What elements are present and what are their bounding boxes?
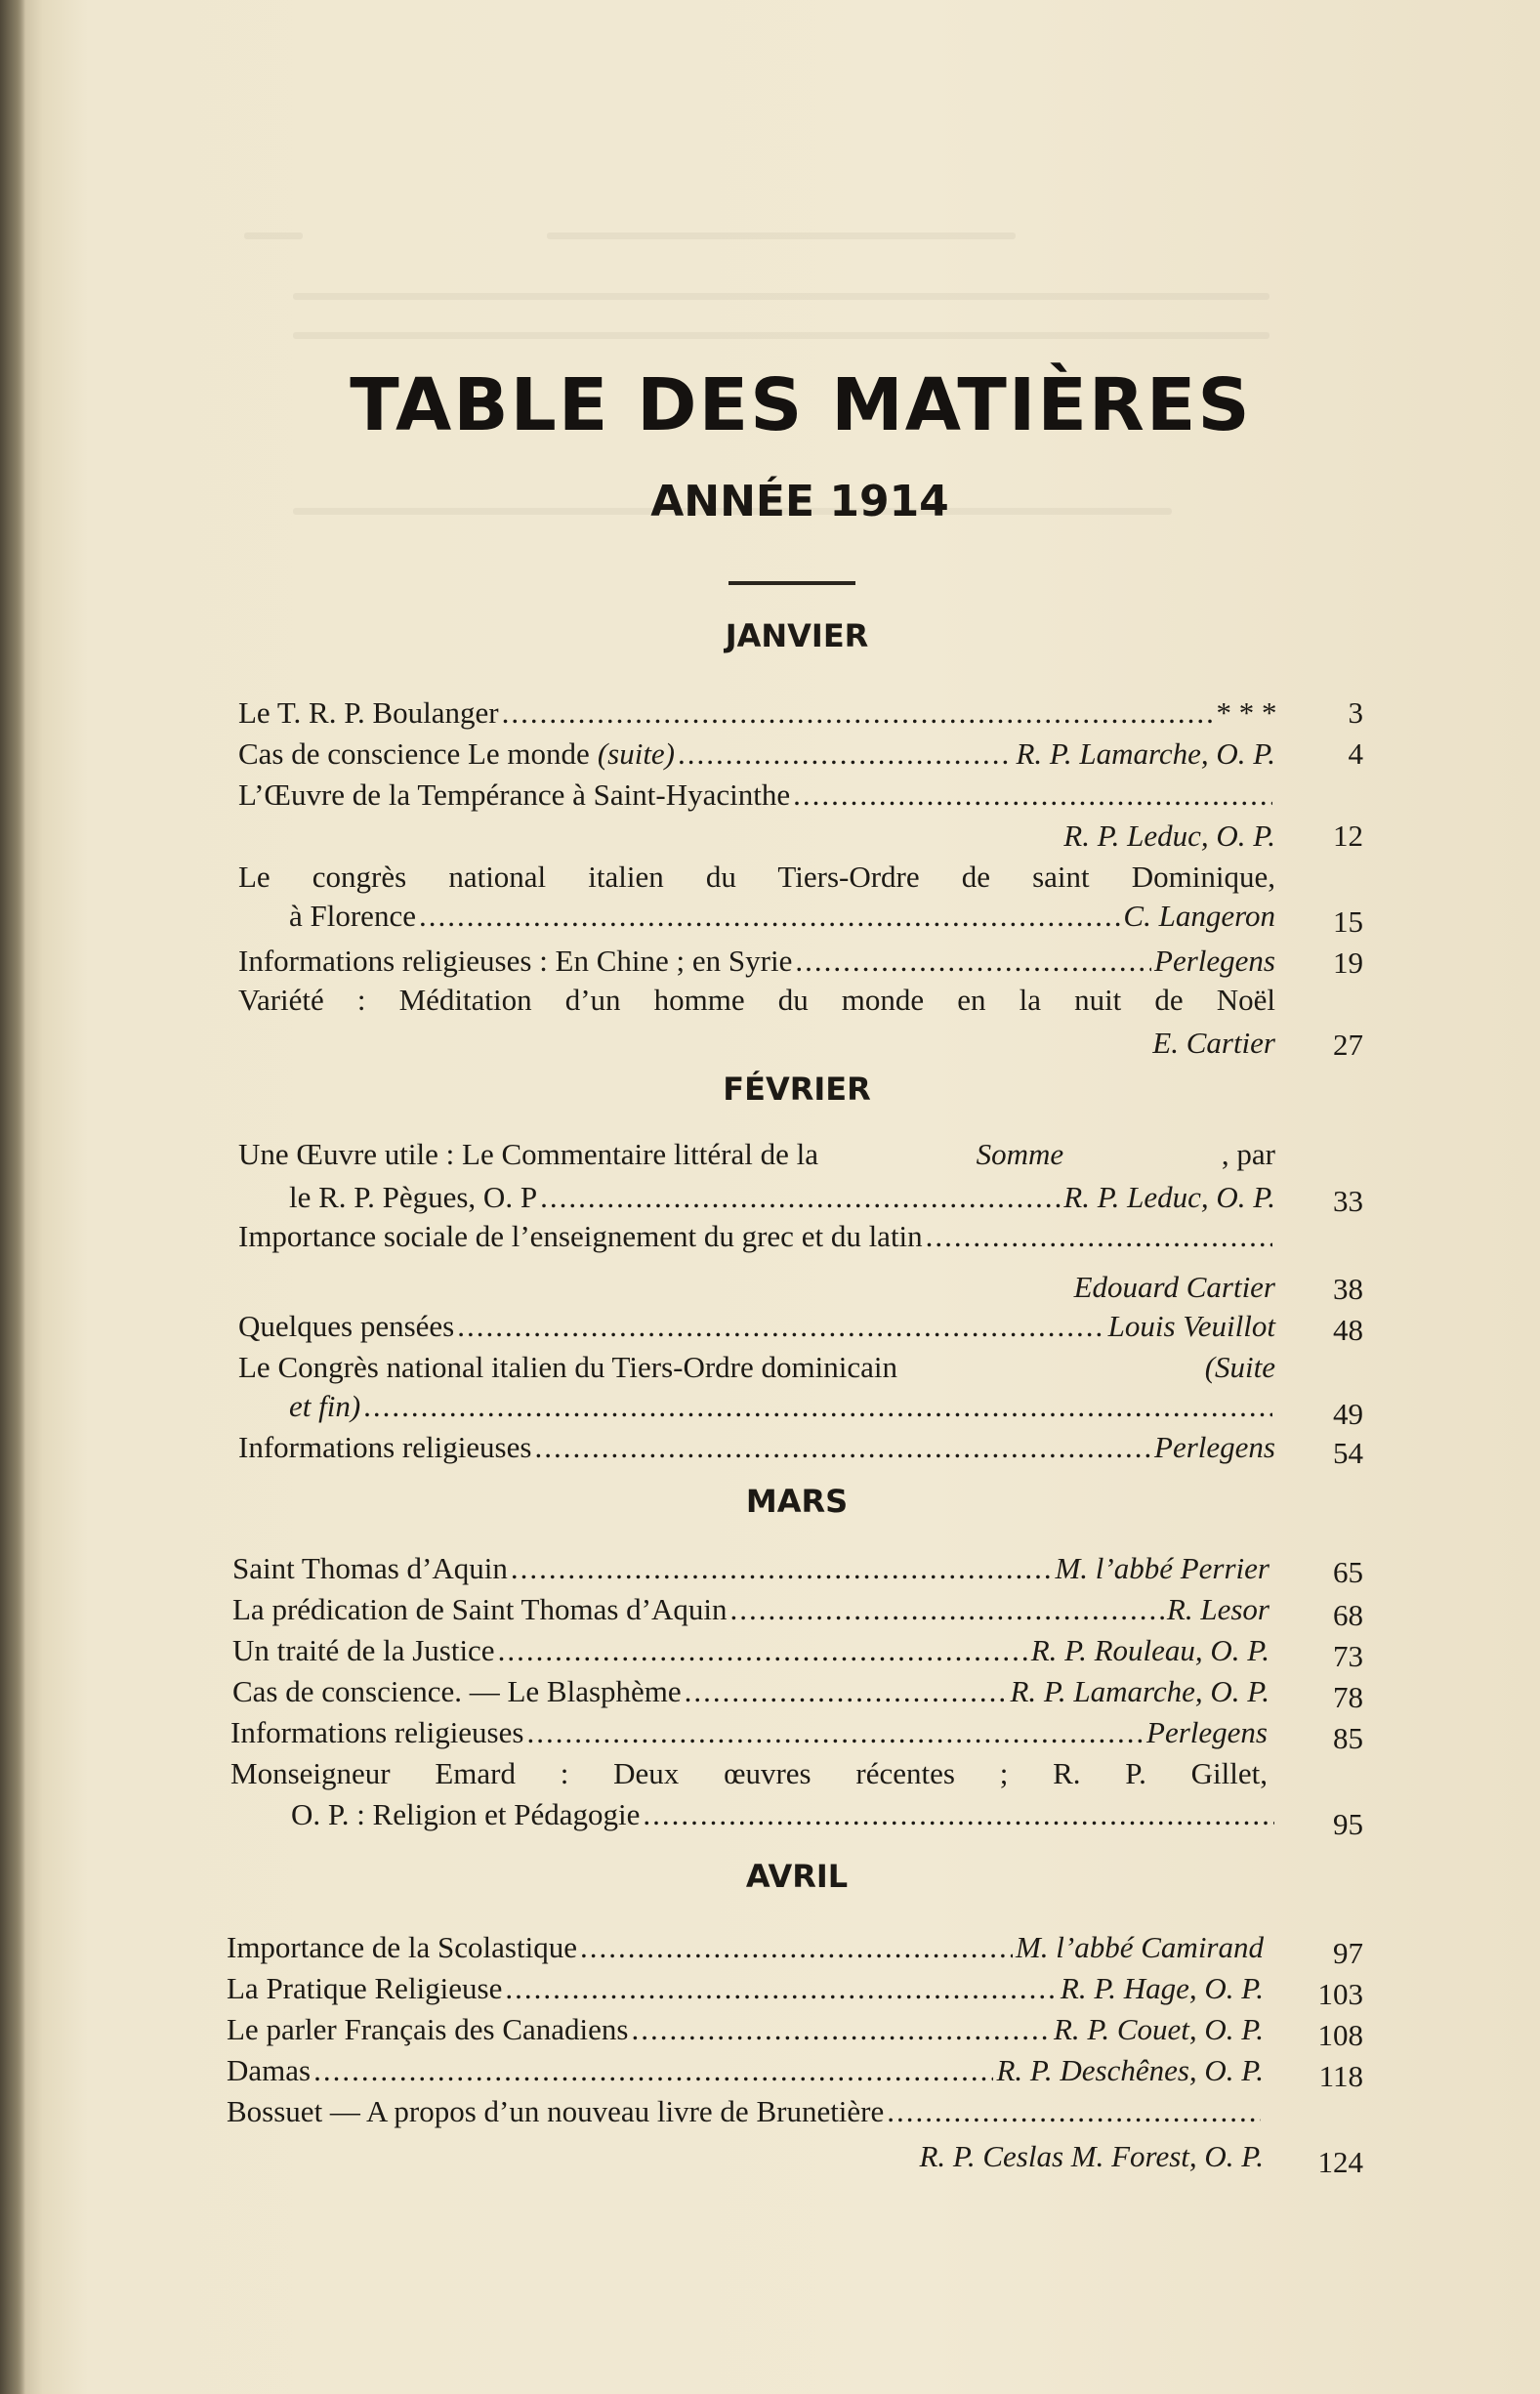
entry-author: R. P. Ceslas M. Forest, O. P. (919, 2139, 1264, 2173)
entry-page: 48 (1333, 1313, 1363, 1347)
entry-page: 33 (1333, 1184, 1363, 1218)
toc-entry (230, 1709, 1275, 1752)
entry-author: * * * (1215, 695, 1275, 730)
entry-page: 19 (1333, 945, 1363, 980)
toc-entry (238, 938, 1283, 981)
entry-page: 68 (1333, 1598, 1363, 1632)
entry-author: Perlegens (1146, 1715, 1268, 1749)
entry-title: Le Congrès national italien du Tiers-Ordre dominicain (238, 1350, 897, 1384)
toc-entry (238, 1424, 1283, 1467)
entry-page: 103 (1317, 1977, 1363, 2011)
entry-title: Une Œuvre utile : Le Commentaire littéral de la (238, 1137, 818, 1171)
entry-author: R. P. Hage, O. P. (1060, 1971, 1264, 2005)
entry-title-italic: Somme (976, 1137, 1064, 1171)
entry-title: Quelques pensées (238, 1309, 455, 1343)
toc-entry (238, 977, 1283, 1020)
entry-page: 118 (1318, 2059, 1363, 2093)
toc-entry-continuation (227, 2133, 1271, 2176)
entry-title: La Pratique Religieuse (227, 1971, 503, 2005)
toc-entry-continuation (291, 1791, 1285, 1834)
entry-title: Bossuet — A propos d’un nouveau livre de Brunetière (227, 2094, 885, 2128)
page-subtitle: ANNÉE 1914 (650, 477, 949, 526)
entry-title-continuation: O. P. : Religion et Pédagogie (291, 1797, 641, 1831)
toc-entry (238, 1303, 1283, 1346)
entry-author: R. P. Deschênes, O. P. (996, 2053, 1264, 2087)
entry-title-italic: (suite) (597, 736, 676, 771)
entry-page: 124 (1317, 2145, 1363, 2179)
entry-page: 65 (1333, 1555, 1363, 1589)
entry-page: 85 (1333, 1721, 1363, 1755)
entry-title: Le congrès national italien du Tiers-Ordre de saint Dominique, (238, 860, 1275, 894)
entry-author: M. l’abbé Perrier (1055, 1551, 1269, 1585)
toc-entry-continuation (238, 1020, 1283, 1063)
title-rule (728, 581, 855, 585)
toc-entry (238, 731, 1283, 774)
entry-author: C. Langeron (1123, 899, 1275, 933)
entry-title: Monseigneur Emard : Deux œuvres récentes ; R. P. Gillet, (230, 1756, 1268, 1790)
toc-entry (230, 1750, 1275, 1793)
toc-entry-continuation (289, 893, 1283, 936)
entry-author: R. P. Couet, O. P. (1053, 2012, 1264, 2046)
entry-author: R. P. Lamarche, O. P. (1016, 736, 1275, 771)
entry-title-continuation: et fin) (289, 1389, 361, 1423)
toc-entry (238, 1213, 1283, 1256)
entry-title: La prédication de Saint Thomas d’Aquin (232, 1592, 728, 1626)
toc-entry (232, 1545, 1277, 1588)
toc-entry-continuation (289, 1174, 1283, 1217)
toc-entry-continuation (289, 1383, 1283, 1426)
month-heading-mars: MARS (745, 1483, 849, 1520)
entry-author: E. Cartier (1152, 1026, 1275, 1060)
entry-title: Informations religieuses : En Chine ; en Syrie (238, 944, 793, 978)
entry-title-continuation: le R. P. Pègues, O. P (289, 1180, 538, 1214)
entry-author: R. P. Leduc, O. P. (1063, 819, 1275, 853)
entry-page: 54 (1333, 1436, 1363, 1470)
toc-entry (227, 2088, 1271, 2131)
entry-page: 4 (1348, 736, 1363, 771)
toc-entry (238, 772, 1283, 815)
entry-page: 3 (1348, 695, 1363, 730)
toc-entry (238, 690, 1283, 733)
show-through-mark (293, 332, 1269, 339)
entry-title: Informations religieuses (238, 1430, 532, 1464)
entry-author: R. Lesor (1166, 1592, 1269, 1626)
entry-title: Importance de la Scolastique (227, 1930, 577, 1964)
entry-title: L’Œuvre de la Tempérance à Saint-Hyacinthe (238, 777, 791, 812)
entry-author: Louis Veuillot (1107, 1309, 1275, 1343)
month-heading-janvier: JANVIER (725, 617, 869, 654)
toc-entry-continuation (238, 1264, 1283, 1307)
entry-title: Informations religieuses (230, 1715, 524, 1749)
toc-entry (227, 1965, 1271, 2008)
entry-title: Saint Thomas d’Aquin (232, 1551, 508, 1585)
entry-author: Edouard Cartier (1073, 1270, 1275, 1304)
entry-title: Variété : Méditation d’un homme du monde en la nuit de Noël (238, 983, 1275, 1017)
toc-entry (227, 2047, 1271, 2090)
entry-title: Damas (227, 2053, 312, 2087)
entry-author: Perlegens (1154, 1430, 1275, 1464)
show-through-mark (244, 232, 303, 239)
entry-page: 27 (1333, 1028, 1363, 1062)
entry-title: Le parler Français des Canadiens (227, 2012, 629, 2046)
page-title: TABLE DES MATIÈRES (350, 363, 1252, 447)
toc-entry (238, 1131, 1283, 1174)
month-heading-avril: AVRIL (745, 1858, 849, 1895)
entry-title: Un traité de la Justice (232, 1633, 495, 1667)
entry-page: 49 (1333, 1397, 1363, 1431)
entry-author: R. P. Lamarche, O. P. (1010, 1674, 1269, 1708)
entry-title: Importance sociale de l’enseignement du grec et du latin (238, 1219, 923, 1253)
toc-entry (238, 1344, 1283, 1387)
toc-entry (232, 1627, 1277, 1670)
toc-entry (227, 1924, 1271, 1967)
entry-page: 15 (1333, 904, 1363, 939)
entry-page: 38 (1333, 1272, 1363, 1306)
toc-entry (227, 2006, 1271, 2049)
entry-page: 73 (1333, 1639, 1363, 1673)
entry-author: R. P. Rouleau, O. P. (1030, 1633, 1269, 1667)
entry-title-continuation: à Florence (289, 899, 416, 933)
entry-title: Cas de conscience Le monde (238, 736, 590, 771)
toc-entry-continuation (238, 813, 1283, 856)
entry-page: 95 (1333, 1807, 1363, 1841)
entry-page: 12 (1333, 819, 1363, 853)
entry-page: 97 (1333, 1936, 1363, 1970)
entry-author: Perlegens (1154, 944, 1275, 978)
entry-author: R. P. Leduc, O. P. (1063, 1180, 1275, 1214)
toc-entry (232, 1668, 1277, 1711)
month-heading-fevrier: FÉVRIER (723, 1071, 871, 1108)
entry-page: 78 (1333, 1680, 1363, 1714)
entry-title: Le T. R. P. Boulanger (238, 695, 499, 730)
toc-entry (232, 1586, 1277, 1629)
binding-edge (0, 0, 25, 2394)
entry-author: M. l’abbé Camirand (1015, 1930, 1264, 1964)
entry-title-end: , par (1221, 1137, 1275, 1171)
show-through-mark (547, 232, 1016, 239)
toc-entry (238, 854, 1283, 897)
entry-page: 108 (1317, 2018, 1363, 2052)
entry-title-italic: (Suite (1204, 1350, 1275, 1384)
entry-title: Cas de conscience. — Le Blasphème (232, 1674, 682, 1708)
show-through-mark (293, 293, 1269, 300)
